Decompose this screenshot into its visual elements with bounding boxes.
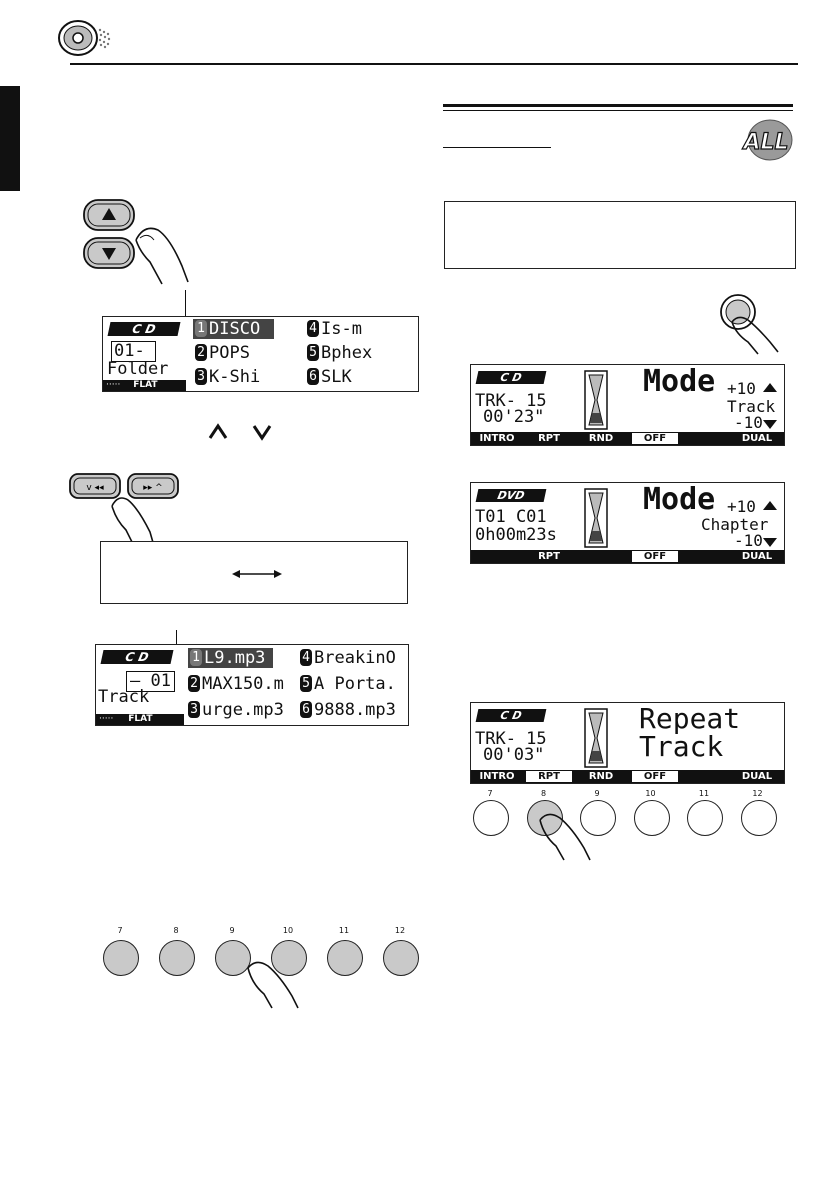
tab-empty (681, 433, 729, 444)
up-arrow-icon (763, 501, 777, 510)
tab-intro: INTRO (479, 771, 515, 782)
track-line: TRK- 15 (475, 391, 547, 411)
number-button-label: 8 (173, 926, 179, 935)
down-arrow-icon (763, 538, 777, 547)
svg-text:▸▸ ^: ▸▸ ^ (143, 483, 163, 493)
number-button-label: 9 (594, 789, 600, 798)
cd-badge: C D (476, 709, 547, 722)
tab-rpt: RPT (525, 770, 573, 783)
all-logo-icon (736, 116, 796, 164)
tab-rpt: RPT (538, 433, 560, 444)
tab-dual: DUAL (741, 433, 773, 444)
finger-pointer-icon (534, 812, 604, 862)
section-rule-bottom (443, 110, 793, 111)
dvd-badge: DVD (476, 489, 547, 502)
title-chapter-line: T01 C01 (475, 507, 547, 527)
number-button-label: 8 (540, 789, 547, 798)
track-item-1: 1 L9.mp3 (188, 648, 273, 668)
number-button-label: 10 (645, 789, 656, 798)
track-line: TRK- 15 (475, 729, 547, 749)
track-item-2: 2 MAX150.m (188, 675, 284, 693)
tab-empty (577, 551, 625, 562)
finger-pointer-icon (242, 960, 312, 1010)
track-item-5: 5 A Porta. (300, 675, 396, 693)
track-display (95, 644, 409, 726)
plus-ten: +10 (727, 379, 756, 398)
tab-dual: DUAL (741, 551, 773, 562)
plus-ten: +10 (727, 497, 756, 516)
header-rule (70, 63, 798, 65)
number-button-label: 12 (394, 926, 406, 935)
number-button-7[interactable] (103, 940, 139, 976)
tab-off: OFF (631, 432, 679, 445)
folder-item-5: 5 Bphex (307, 344, 372, 362)
repeat-subtitle: Track (639, 730, 724, 763)
cd-badge: C D (476, 371, 547, 384)
number-button-label: 11 (698, 789, 710, 798)
folder-item-2: 2 POPS (195, 344, 250, 362)
function-bar (471, 550, 784, 563)
disc-icon (56, 18, 116, 58)
tab-intro: INTRO (479, 433, 515, 444)
number-button-label: 11 (338, 926, 350, 935)
number-button-11[interactable] (327, 940, 363, 976)
repeat-display (470, 702, 785, 784)
caret-up-down-icon (206, 420, 276, 442)
hourglass-icon (583, 487, 609, 549)
number-button-7[interactable] (473, 800, 509, 836)
number-button-10[interactable] (634, 800, 670, 836)
tab-empty (473, 551, 521, 562)
double-arrow-icon (232, 568, 282, 580)
cd-mode-display (470, 364, 785, 446)
language-tab (0, 86, 20, 191)
down-arrow-icon (763, 420, 777, 429)
folder-caption: Folder (107, 359, 169, 379)
svg-text:ALL: ALL (743, 130, 789, 155)
hourglass-icon (583, 369, 609, 431)
mode-button[interactable] (714, 292, 794, 356)
hourglass-icon (583, 707, 609, 769)
track-item-4: 4 BreakinO (300, 649, 396, 667)
time-line: 00'23" (483, 407, 545, 427)
sub-label: Chapter (701, 515, 769, 534)
tab-empty (681, 771, 729, 782)
track-number: – 01 (126, 671, 175, 692)
mode-title: Mode (643, 482, 716, 517)
mode-title: Mode (643, 364, 716, 399)
number-button-label: 9 (229, 926, 235, 935)
minus-ten: -10 (734, 413, 763, 432)
number-button-12[interactable] (741, 800, 777, 836)
folder-item-1: 1 DISCO (193, 319, 274, 339)
number-button-label: 7 (487, 789, 493, 798)
number-button-8[interactable] (159, 940, 195, 976)
up-down-buttons[interactable] (78, 196, 198, 286)
folder-item-4: 4 Is-m (307, 320, 362, 338)
function-bar (471, 770, 784, 783)
skip-buttons[interactable] (66, 470, 186, 550)
eq-bar: ····· FLAT (103, 380, 186, 391)
tab-rpt: RPT (538, 551, 560, 562)
underline-bar (443, 147, 551, 148)
tab-dual: DUAL (741, 771, 773, 782)
cd-badge: C D (108, 322, 181, 336)
tab-empty (681, 551, 729, 562)
tab-rnd: RND (588, 433, 614, 444)
time-line: 0h00m23s (475, 525, 557, 545)
sub-label: Track (727, 397, 776, 416)
time-line: 00'03" (483, 745, 545, 765)
svg-text:v ◂◂: v ◂◂ (86, 483, 104, 493)
track-caption: Track (98, 687, 150, 707)
number-button-label: 10 (282, 926, 294, 935)
folder-display (102, 316, 419, 392)
folder-number: 01- (111, 341, 156, 362)
function-bar (471, 432, 784, 445)
dvd-mode-display (470, 482, 785, 564)
tab-off: OFF (631, 770, 679, 783)
note-box (444, 201, 796, 269)
tab-rnd: RND (588, 771, 614, 782)
number-button-label: 7 (117, 926, 123, 935)
cd-badge: C D (101, 650, 174, 664)
number-button-label: 12 (752, 789, 763, 798)
eq-bar: ····· FLAT (96, 714, 184, 725)
minus-ten: -10 (734, 531, 763, 550)
number-button-12[interactable] (383, 940, 419, 976)
track-item-6: 6 9888.mp3 (300, 701, 396, 719)
track-item-3: 3 urge.mp3 (188, 701, 284, 719)
up-arrow-icon (763, 383, 777, 392)
tab-off: OFF (631, 550, 679, 563)
repeat-title: Repeat (639, 702, 741, 735)
number-button-11[interactable] (687, 800, 723, 836)
section-rule-top (443, 104, 793, 107)
folder-item-6: 6 SLK (307, 368, 352, 386)
folder-item-3: 3 K-Shi (195, 368, 260, 386)
